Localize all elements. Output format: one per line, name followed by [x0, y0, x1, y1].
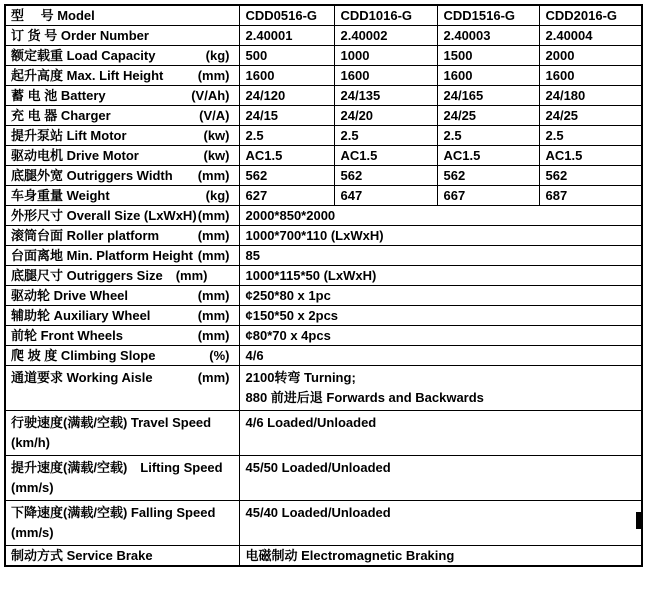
- value-cell: 562: [239, 166, 334, 186]
- row-label: 起升高度 Max. Lift Height: [11, 68, 164, 83]
- row-label: 订 货 号 Order Number: [11, 28, 149, 43]
- spec-row-travel-speed: [5, 411, 642, 456]
- spec-row-falling-speed: [5, 501, 642, 546]
- value-cell: 85: [239, 246, 642, 266]
- row-label: 额定载重 Load Capacity: [11, 48, 156, 63]
- value-line: 880 前进后退 Forwards and Backwards: [245, 390, 484, 405]
- value-cell: 1000*700*110 (LxWxH): [239, 226, 642, 246]
- row-label: 爬 坡 度 Climbing Slope: [11, 348, 156, 363]
- row-label: 辅助轮 Auxiliary Wheel: [11, 308, 151, 323]
- value-cell: AC1.5: [334, 146, 437, 166]
- value-cell: 647: [334, 186, 437, 206]
- label-cell: [5, 326, 239, 346]
- value-cell: AC1.5: [239, 146, 334, 166]
- unit-label: (V/Ah): [191, 88, 230, 103]
- value-cell: 1600: [437, 66, 539, 86]
- spec-row-auxiliary-wheel: [5, 306, 642, 326]
- spec-row-battery: [5, 86, 642, 106]
- value-cell: ¢80*70 x 4pcs: [239, 326, 642, 346]
- spec-row-min-platform-height: [5, 246, 642, 266]
- row-label: 提升速度(满载/空载) Lifting Speed: [11, 460, 223, 475]
- value-cell: 562: [437, 166, 539, 186]
- label-cell: [5, 546, 239, 567]
- value-cell: 45/50 Loaded/Unloaded: [239, 456, 642, 501]
- row-label: 行驶速度(满载/空载) Travel Speed: [11, 415, 212, 430]
- label-cell: [5, 306, 239, 326]
- label-cell: [5, 126, 239, 146]
- spec-row-load-capacity: [5, 46, 642, 66]
- value-cell: 2000: [539, 46, 642, 66]
- value-cell: 627: [239, 186, 334, 206]
- unit-label: (mm): [197, 370, 230, 385]
- unit-label: (mm): [197, 208, 230, 223]
- unit-label: (kg): [205, 188, 230, 203]
- value-cell: 2.40004: [539, 26, 642, 46]
- spec-row-climbing-slope: [5, 346, 642, 366]
- spec-row-model: [5, 5, 642, 26]
- specifications-table: [4, 4, 643, 567]
- value-cell: 24/180: [539, 86, 642, 106]
- spec-row-order-number: [5, 26, 642, 46]
- row-label: 滚筒台面 Roller platform: [11, 228, 160, 243]
- label-cell: [5, 66, 239, 86]
- value-cell: 1600: [539, 66, 642, 86]
- spec-row-lifting-speed: [5, 456, 642, 501]
- row-label: 驱动轮 Drive Wheel: [11, 288, 129, 303]
- spec-row-weight: [5, 186, 642, 206]
- value-cell: 24/25: [437, 106, 539, 126]
- value-cell: 4/6: [239, 346, 642, 366]
- label-cell: [5, 346, 239, 366]
- spec-row-outriggers-size: [5, 266, 642, 286]
- spec-row-service-brake: [5, 546, 642, 567]
- spec-row-roller-platform: [5, 226, 642, 246]
- unit-label: (kw): [203, 148, 230, 163]
- value-line: 2100转弯 Turning;: [245, 370, 356, 385]
- value-cell: ¢150*50 x 2pcs: [239, 306, 642, 326]
- value-cell: 2.5: [539, 126, 642, 146]
- value-cell: 2.5: [334, 126, 437, 146]
- label-cell: [5, 411, 239, 456]
- unit-label: (mm): [197, 288, 230, 303]
- label-cell: [5, 46, 239, 66]
- spec-row-drive-wheel: [5, 286, 642, 306]
- label-cell: [5, 146, 239, 166]
- value-cell: [239, 366, 642, 411]
- spec-row-outriggers-width: [5, 166, 642, 186]
- spec-row-overall-size: [5, 206, 642, 226]
- unit-label: (mm): [197, 68, 230, 83]
- value-cell: 2.5: [239, 126, 334, 146]
- value-cell: 4/6 Loaded/Unloaded: [239, 411, 642, 456]
- label-cell: [5, 26, 239, 46]
- value-cell: 2000*850*2000: [239, 206, 642, 226]
- value-cell: CDD2016-G: [539, 5, 642, 26]
- value-cell: 1000*115*50 (LxWxH): [239, 266, 642, 286]
- label-cell: [5, 5, 239, 26]
- row-label: 蓄 电 池 Battery: [11, 88, 106, 103]
- value-cell: 24/25: [539, 106, 642, 126]
- row-label: 车身重量 Weight: [11, 188, 110, 203]
- row-label-unit: (mm/s): [11, 480, 54, 495]
- value-cell: CDD0516-G: [239, 5, 334, 26]
- value-cell: 500: [239, 46, 334, 66]
- label-cell: [5, 501, 239, 546]
- value-cell: 687: [539, 186, 642, 206]
- unit-label: (V/A): [199, 108, 230, 123]
- value-cell: 562: [334, 166, 437, 186]
- value-cell: 2.40002: [334, 26, 437, 46]
- unit-label: (mm): [197, 328, 230, 343]
- label-cell: [5, 106, 239, 126]
- value-cell: CDD1516-G: [437, 5, 539, 26]
- row-label-unit: (mm/s): [11, 525, 54, 540]
- row-label: 前轮 Front Wheels: [11, 328, 123, 343]
- unit-label: (kg): [205, 48, 230, 63]
- row-label-unit: (km/h): [11, 435, 50, 450]
- value-cell: 667: [437, 186, 539, 206]
- value-cell: 2.40003: [437, 26, 539, 46]
- unit-label: (mm): [197, 168, 230, 183]
- value-cell: 562: [539, 166, 642, 186]
- row-label: 提升泵站 Lift Motor: [11, 128, 127, 143]
- row-label: 通道要求 Working Aisle: [11, 370, 153, 385]
- value-cell: 1600: [334, 66, 437, 86]
- unit-label: (mm): [197, 228, 230, 243]
- label-cell: [5, 456, 239, 501]
- value-cell: AC1.5: [539, 146, 642, 166]
- value-cell: CDD1016-G: [334, 5, 437, 26]
- value-cell: 1600: [239, 66, 334, 86]
- label-cell: [5, 266, 239, 286]
- row-label: 外形尺寸 Overall Size (LxWxH): [11, 208, 197, 223]
- value-cell: 1000: [334, 46, 437, 66]
- label-cell: [5, 206, 239, 226]
- label-cell: [5, 86, 239, 106]
- row-label: 台面离地 Min. Platform Height: [11, 248, 194, 263]
- row-label: 型 号 Model: [11, 8, 95, 23]
- label-cell: [5, 366, 239, 411]
- value-cell: 45/40 Loaded/Unloaded: [239, 501, 642, 546]
- spec-row-drive-motor: [5, 146, 642, 166]
- spec-row-charger: [5, 106, 642, 126]
- value-cell: 24/120: [239, 86, 334, 106]
- label-cell: [5, 166, 239, 186]
- value-cell: 24/15: [239, 106, 334, 126]
- value-cell: 24/165: [437, 86, 539, 106]
- label-cell: [5, 186, 239, 206]
- spec-row-lift-motor: [5, 126, 642, 146]
- value-cell: AC1.5: [437, 146, 539, 166]
- row-label: 制动方式 Service Brake: [11, 548, 153, 563]
- unit-label: (%): [209, 348, 230, 363]
- spec-row-working-aisle: [5, 366, 642, 411]
- value-cell: 电磁制动 Electromagnetic Braking: [239, 546, 642, 567]
- row-label: 底腿外宽 Outriggers Width: [11, 168, 173, 183]
- label-cell: [5, 226, 239, 246]
- value-cell: 1500: [437, 46, 539, 66]
- row-label: 下降速度(满载/空载) Falling Speed: [11, 505, 216, 520]
- unit-label: (mm): [197, 308, 230, 323]
- unit-label: (kw): [203, 128, 230, 143]
- row-label: 底腿尺寸 Outriggers Size (mm): [11, 268, 208, 283]
- value-cell: 24/135: [334, 86, 437, 106]
- spec-row-max-lift-height: [5, 66, 642, 86]
- cursor-artifact: [636, 512, 641, 529]
- label-cell: [5, 286, 239, 306]
- value-cell: 2.40001: [239, 26, 334, 46]
- value-cell: 24/20: [334, 106, 437, 126]
- value-cell: ¢250*80 x 1pc: [239, 286, 642, 306]
- spec-row-front-wheels: [5, 326, 642, 346]
- row-label: 充 电 器 Charger: [11, 108, 111, 123]
- label-cell: [5, 246, 239, 266]
- unit-label: (mm): [197, 248, 230, 263]
- value-cell: 2.5: [437, 126, 539, 146]
- row-label: 驱动电机 Drive Motor: [11, 148, 139, 163]
